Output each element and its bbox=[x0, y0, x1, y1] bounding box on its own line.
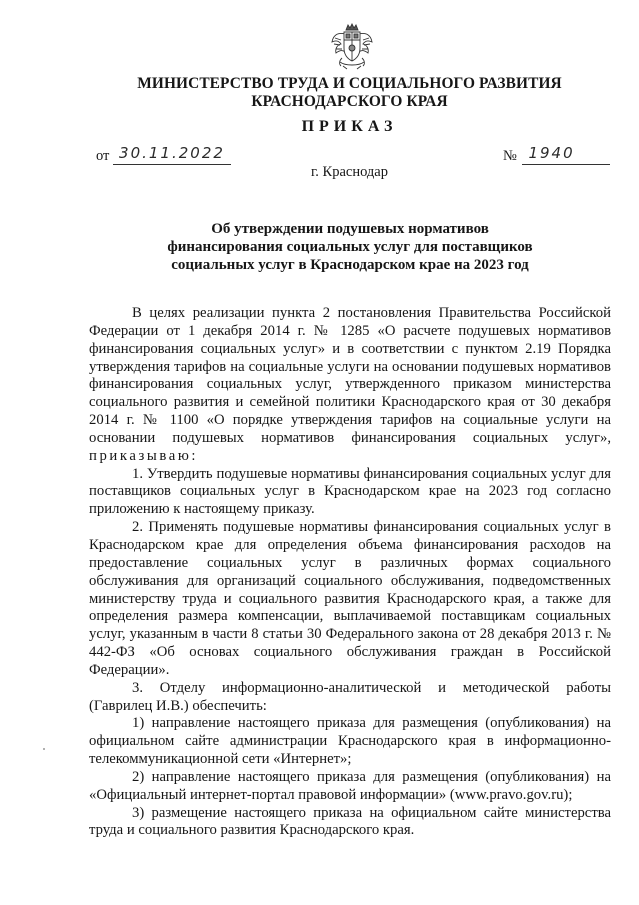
subject-line1: Об утверждении подушевых нормативов bbox=[211, 221, 489, 237]
preamble-text: В целях реализации пункта 2 постановления Правительства Российской Федерации от 1 декабря 2014 г. № 1285 «О расчете подушевых нормативов финансирования социальных услуг» и в соответствии с пунктом 2.19 Порядка утверждения тарифов на социальные услуги на основании подушевых нормативов финансирования социальных услуг, утвержденного приказом министерства социального развития и семейной политики Краснодарского края от 30 декабря 2014 г. № 1100 «О порядке утверждения тарифов на социальные услуги на основании подушевых нормативов финансирования социальных услуг», bbox=[89, 305, 611, 446]
date-prefix: от bbox=[96, 148, 110, 164]
order-body bbox=[89, 305, 611, 840]
number-value: 1940 bbox=[528, 144, 575, 162]
subject-line3: социальных услуг в Краснодарском крае на 2023 год bbox=[171, 257, 529, 273]
item-1: 1. Утвердить подушевые нормативы финансирования социальных услуг для поставщиков социальных услуг в Краснодарском крае на 2023 год согласно приложению к настоящему приказу. bbox=[89, 465, 611, 518]
item-3-2: 2) направление настоящего приказа для размещения (опубликования) на «Официальный интернет-портал правовой информации» (www.pravo.gov.ru); bbox=[89, 768, 611, 803]
coat-of-arms-icon bbox=[331, 22, 373, 70]
subject-line2: финансирования социальных услуг для поставщиков bbox=[167, 239, 533, 255]
item-3: 3. Отделу информационно-аналитической и методической работы (Гаврилец И.В.) обеспечить: bbox=[89, 679, 611, 714]
order-word: приказываю: bbox=[89, 447, 199, 464]
item-3-1: 1) направление настоящего приказа для размещения (опубликования) на официальном сайте администрации Краснодарского края в информационно-телекоммуникационной сети «Интернет»; bbox=[89, 715, 611, 768]
ministry-name-line1: МИНИСТЕРСТВО ТРУДА И СОЦИАЛЬНОГО РАЗВИТИЯ bbox=[137, 75, 562, 92]
date-value: 30.11.2022 bbox=[119, 144, 225, 162]
preamble-paragraph bbox=[89, 305, 611, 466]
order-number bbox=[503, 146, 575, 165]
item-2: 2. Применять подушевые нормативы финансирования социальных услуг в Краснодарском крае для определения объема финансирования расходов на предоставление социальных услуг в различных формах социального обслуживания для организаций социального обслуживания, подведомственных министерству труда и социального развития Краснодарского края, а также для определения размера компенсации, выплачиваемой поставщикам социальных услуг, указанным в части 8 статьи 30 Федерального закона от 28 декабря 2013 г. № 442-ФЗ «Об основах социального обслуживания граждан в Российской Федерации». bbox=[89, 519, 611, 678]
order-subject bbox=[90, 220, 610, 274]
scan-mark bbox=[43, 748, 45, 750]
ministry-name bbox=[60, 75, 639, 111]
order-title: ПРИКАЗ bbox=[301, 118, 398, 135]
city: г. Краснодар bbox=[310, 164, 388, 180]
order-date bbox=[96, 146, 225, 165]
number-prefix: № bbox=[503, 148, 517, 164]
ministry-name-line2: КРАСНОДАРСКОГО КРАЯ bbox=[251, 93, 448, 110]
item-3-3: 3) размещение настоящего приказа на официальном сайте министерства труда и социального развития Краснодарского края. bbox=[89, 804, 611, 839]
